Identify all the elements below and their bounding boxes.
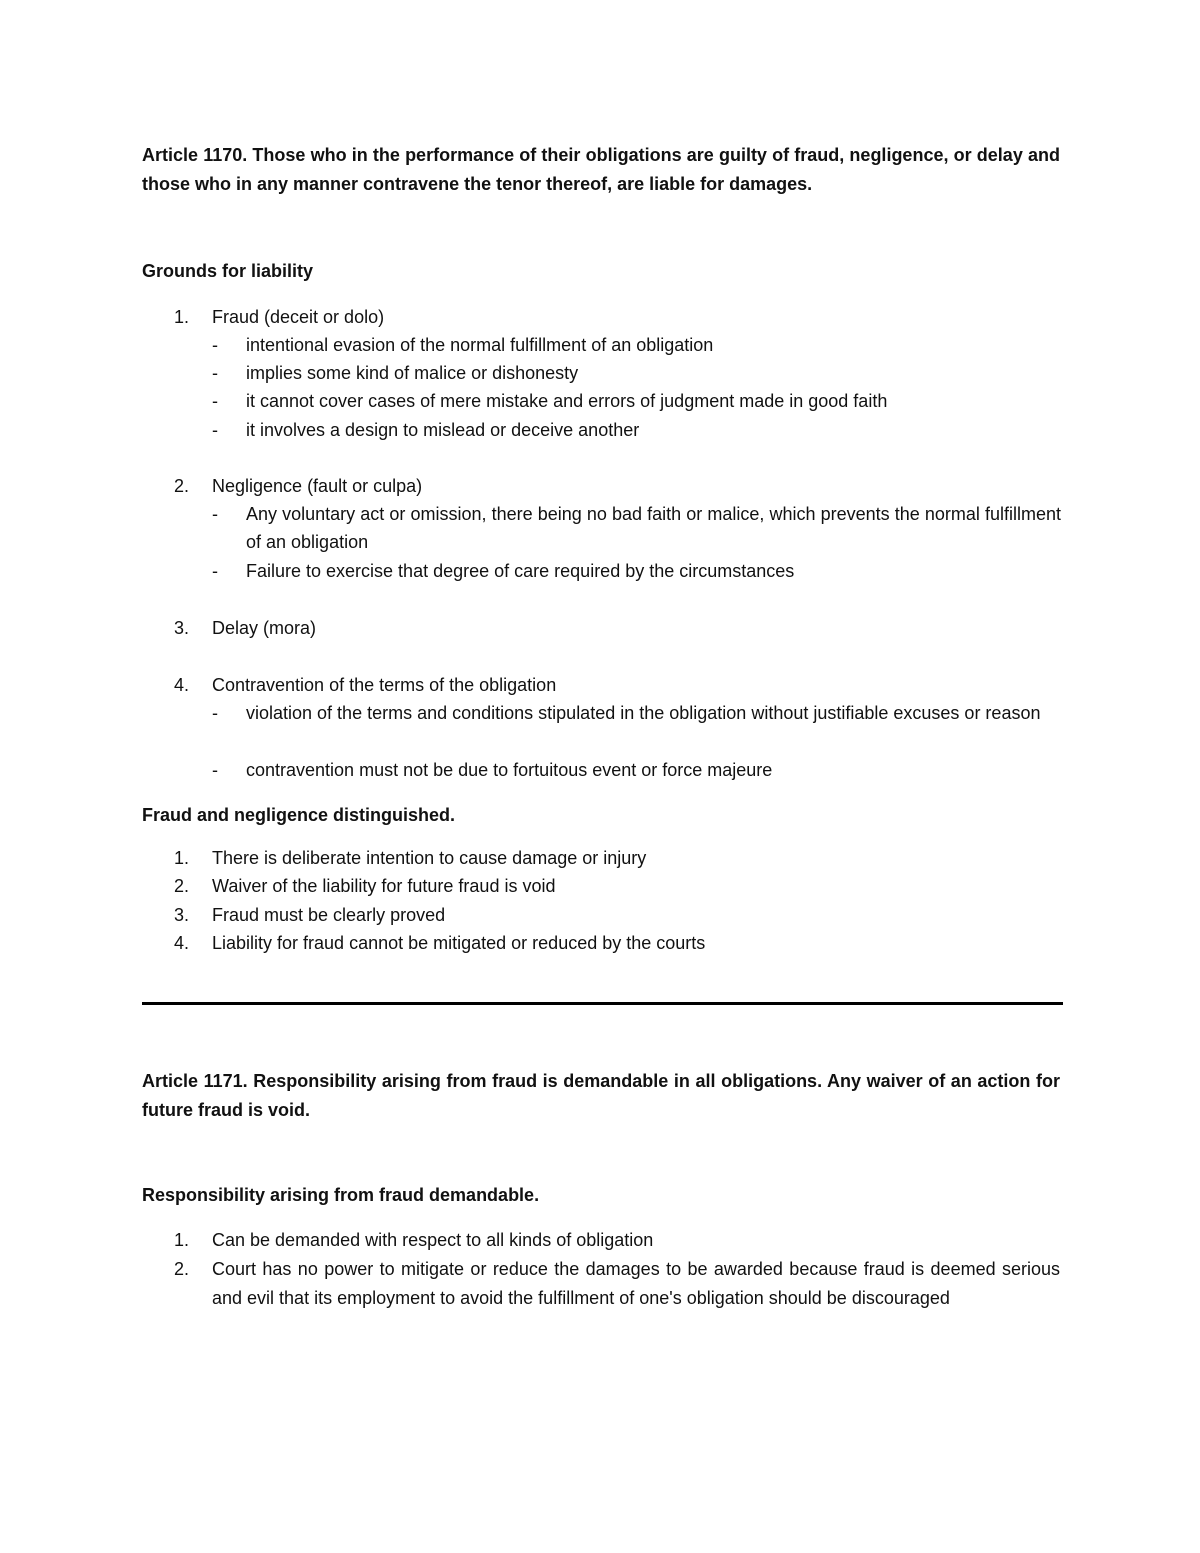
- grounds-item-2-sub-2: Failure to exercise that degree of care required by the circumstances: [246, 561, 795, 581]
- distinguish-item-3-text: Fraud must be clearly proved: [212, 905, 446, 925]
- dash-bullet: -: [212, 420, 218, 440]
- responsibility-item-2-number: 2.: [174, 1259, 190, 1279]
- grounds-heading: Grounds for liability: [142, 261, 314, 281]
- grounds-item-1-sub-3: it cannot cover cases of mere mistake and errors of judgment made in good faith: [246, 391, 888, 411]
- dash-bullet: -: [212, 504, 218, 524]
- dash-bullet: -: [212, 703, 218, 723]
- section-divider: [142, 1002, 1063, 1005]
- grounds-item-4-number: 4.: [174, 675, 190, 695]
- grounds-item-2-sub-1: Any voluntary act or omission, there being no bad faith or malice, which prevents the normal fulfillment of an obligation: [246, 504, 1061, 552]
- responsibility-item-2-text: Court has no power to mitigate or reduce the damages to be awarded because fraud is deemed serious and evil that its employment to avoid the fulfillment of one's obligation should be discouraged: [212, 1259, 1060, 1308]
- dash-bullet: -: [212, 335, 218, 355]
- dash-bullet: -: [212, 760, 218, 780]
- grounds-item-1-sub-1: intentional evasion of the normal fulfillment of an obligation: [246, 335, 714, 355]
- grounds-item-4-sub-2: contravention must not be due to fortuitous event or force majeure: [246, 760, 773, 780]
- responsibility-item-1-text: Can be demanded with respect to all kinds of obligation: [212, 1230, 654, 1250]
- fraud-negligence-heading: Fraud and negligence distinguished.: [142, 805, 456, 825]
- distinguish-item-2-text: Waiver of the liability for future fraud is void: [212, 876, 556, 896]
- distinguish-item-2-number: 2.: [174, 876, 190, 896]
- grounds-item-1-label: Fraud (deceit or dolo): [212, 307, 385, 327]
- dash-bullet: -: [212, 391, 218, 411]
- grounds-item-1-sub-4: it involves a design to mislead or deceive another: [246, 420, 640, 440]
- grounds-item-1-sub-2: implies some kind of malice or dishonesty: [246, 363, 579, 383]
- grounds-item-1-number: 1.: [174, 307, 190, 327]
- responsibility-item-1-number: 1.: [174, 1230, 190, 1250]
- grounds-item-2-number: 2.: [174, 476, 190, 496]
- distinguish-item-3-number: 3.: [174, 905, 190, 925]
- distinguish-item-4-number: 4.: [174, 933, 190, 953]
- grounds-item-2-label: Negligence (fault or culpa): [212, 476, 423, 496]
- distinguish-item-4-text: Liability for fraud cannot be mitigated or reduced by the courts: [212, 933, 706, 953]
- distinguish-item-1-text: There is deliberate intention to cause damage or injury: [212, 848, 647, 868]
- grounds-item-4-label: Contravention of the terms of the obligation: [212, 675, 557, 695]
- distinguish-item-1-number: 1.: [174, 848, 190, 868]
- dash-bullet: -: [212, 561, 218, 581]
- responsibility-heading: Responsibility arising from fraud demandable.: [142, 1185, 540, 1205]
- grounds-item-3-number: 3.: [174, 618, 190, 638]
- dash-bullet: -: [212, 363, 218, 383]
- grounds-item-3-label: Delay (mora): [212, 618, 317, 638]
- article-1171-text: Article 1171. Responsibility arising from fraud is demandable in all obligations. Any waiver of an action for future fraud is void.: [142, 1071, 1060, 1120]
- grounds-item-4-sub-1: violation of the terms and conditions stipulated in the obligation without justifiable excuses or reason: [246, 703, 1041, 723]
- article-1170-text: Article 1170. Those who in the performance of their obligations are guilty of fraud, negligence, or delay and those who in any manner contravene the tenor thereof, are liable for damages.: [142, 145, 1060, 194]
